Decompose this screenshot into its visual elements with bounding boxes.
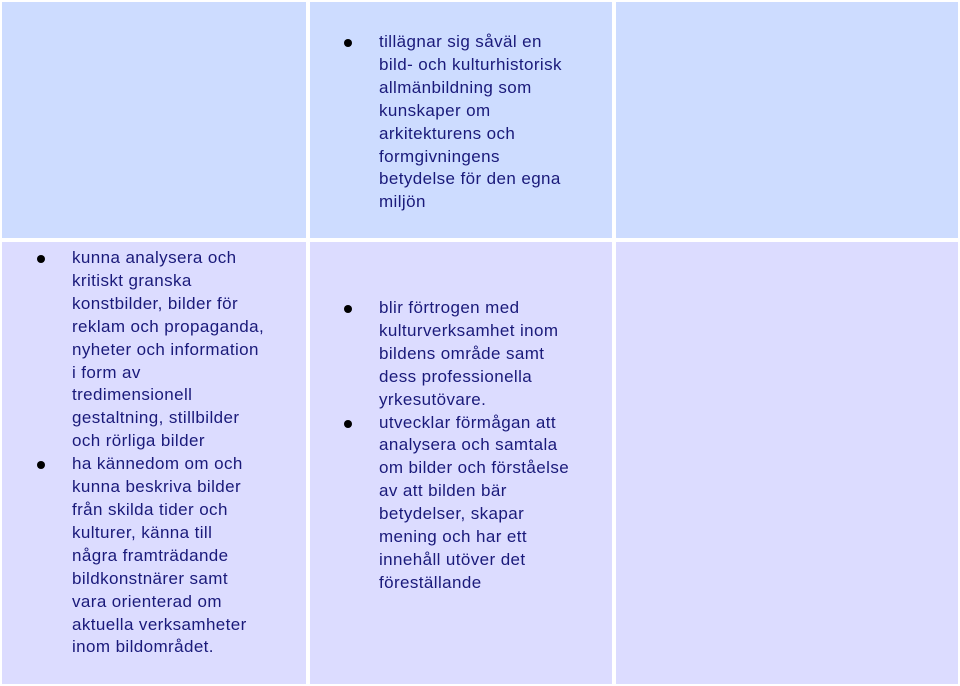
list-item-text: blir förtrogen med kulturverksamhet inom bildens område samt dess professionella yrkesutövare. [379, 298, 559, 409]
list-item [37, 247, 299, 453]
list-item [37, 453, 299, 659]
table-cell-top-right [616, 2, 958, 238]
bullet-icon [344, 305, 352, 313]
bullet-list-bottom-middle [344, 297, 606, 595]
bullet-icon [344, 39, 352, 47]
list-item [344, 412, 606, 595]
table-cell-top-middle [310, 2, 612, 238]
list-item-text: ha kännedom om och kunna beskriva bilder från skilda tider och kulturer, känna till några framträdande bildkonstnärer samt vara orienterad om aktuella verksamheter inom bildområdet. [72, 454, 247, 657]
bullet-list-bottom-left [37, 247, 299, 659]
table-cell-bottom-middle [310, 242, 612, 684]
table-cell-bottom-right [616, 242, 958, 684]
bullet-icon [344, 420, 352, 428]
list-item [344, 31, 604, 214]
bullet-icon [37, 461, 45, 469]
table-cell-top-left [2, 2, 306, 238]
bullet-icon [37, 255, 45, 263]
list-item-text: utvecklar förmågan att analysera och samtala om bilder och förståelse av att bilden bär betydelser, skapar mening och har ett innehåll utöver det föreställande [379, 412, 570, 592]
list-item-text: kunna analysera och kritiskt granska konstbilder, bilder för reklam och propaganda, nyheter och information i form av tredimensionell gestaltning, stillbilder och rörliga bilder [72, 248, 265, 451]
list-item-text: tillägnar sig såväl en bild- och kulturhistorisk allmänbildning som kunskaper om arkitekturens och formgivningens betydelse för den egna miljön [379, 32, 562, 212]
table-cell-bottom-left [2, 242, 306, 684]
bullet-list-top-middle [344, 31, 604, 214]
list-item [344, 297, 606, 412]
